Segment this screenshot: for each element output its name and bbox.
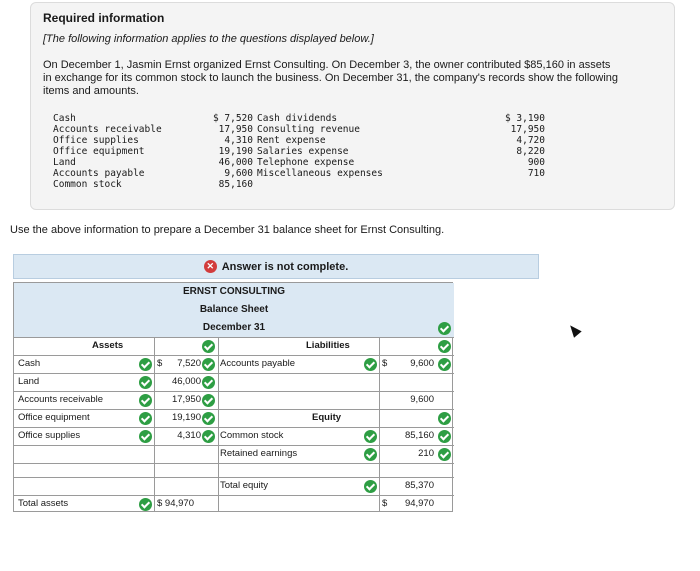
check-icon <box>438 322 451 335</box>
equity-amount-common-stock[interactable]: 85,160 <box>404 430 434 441</box>
check-icon <box>139 358 152 371</box>
total-equity-label[interactable]: Total equity <box>220 480 269 491</box>
statement-title: Balance Sheet <box>14 301 454 319</box>
dollar-sign: $ <box>382 498 388 509</box>
grid-line <box>218 337 219 511</box>
check-icon <box>139 412 152 425</box>
liability-label-payable[interactable]: Accounts payable <box>220 358 295 369</box>
check-icon <box>364 448 377 461</box>
equity-label-common-stock[interactable]: Common stock <box>220 430 284 441</box>
asset-label-receivable[interactable]: Accounts receivable <box>18 394 104 405</box>
accounts-list <box>53 113 545 190</box>
problem-paragraph: On December 1, Jasmin Ernst organized Ernst Consulting. On December 3, the owner contributed $85,160 in assets in exchange for its common stock to launch the business. On December 31, the company's records show the following items and amounts. <box>43 59 619 97</box>
asset-label-land[interactable]: Land <box>18 376 40 387</box>
total-assets-amount[interactable]: $ 94,970 <box>157 498 194 509</box>
asset-amount-receivable[interactable]: 17,950 <box>171 394 201 405</box>
mouse-cursor-icon <box>566 322 581 338</box>
asset-amount-cash[interactable]: 7,520 <box>177 358 201 369</box>
banner-text: Answer is not complete. <box>221 260 349 273</box>
list-item: Common stock 85,160 <box>53 179 253 190</box>
asset-label-cash[interactable]: Cash <box>18 358 41 369</box>
list-item: Accounts receivable 17,950 Consulting revenue 17,950 <box>53 124 545 135</box>
grid-line <box>14 373 454 374</box>
check-icon <box>438 412 451 425</box>
grid-line <box>154 337 155 511</box>
check-icon <box>438 430 451 443</box>
required-info-panel <box>30 2 675 210</box>
check-icon <box>438 448 451 461</box>
dollar-sign: $ <box>382 358 388 369</box>
x-circle-icon: ✕ <box>204 260 217 273</box>
list-item: Cash $ 7,520 Cash dividends $ 3,190 <box>53 113 545 124</box>
asset-amount-land[interactable]: 46,000 <box>171 376 201 387</box>
asset-amount-equipment[interactable]: 19,190 <box>171 412 201 423</box>
equity-amount-retained-earnings[interactable]: 210 <box>418 448 434 459</box>
total-assets-label[interactable]: Total assets <box>18 498 69 509</box>
check-icon <box>202 412 215 425</box>
required-title: Required information <box>43 11 165 25</box>
liability-amount-payable[interactable]: 9,600 <box>410 358 434 369</box>
instruction-text: Use the above information to prepare a December 31 balance sheet for Ernst Consulting. <box>10 224 445 236</box>
equity-label-retained-earnings[interactable]: Retained earnings <box>220 448 298 459</box>
dollar-sign: $ <box>157 358 163 369</box>
check-icon <box>438 340 451 353</box>
list-item: Land 46,000 Telephone expense 900 <box>53 157 545 168</box>
total-liabilities-equity-amount[interactable]: 94,970 <box>404 498 434 509</box>
list-item: Accounts payable 9,600 Miscellaneous expenses 710 <box>53 168 545 179</box>
list-item: Office equipment 19,190 Salaries expense 8,220 <box>53 146 545 157</box>
equity-header: Equity <box>312 412 342 423</box>
check-icon <box>364 480 377 493</box>
info-note: [The following information applies to the questions displayed below.] <box>43 33 374 45</box>
total-liabilities-amount[interactable]: 9,600 <box>410 394 434 405</box>
total-equity-amount[interactable]: 85,370 <box>404 480 434 491</box>
asset-label-equipment[interactable]: Office equipment <box>18 412 90 423</box>
grid-line <box>14 463 454 464</box>
check-icon <box>202 340 215 353</box>
company-name: ERNST CONSULTING <box>14 283 454 301</box>
check-icon <box>364 358 377 371</box>
check-icon <box>202 430 215 443</box>
check-icon <box>364 430 377 443</box>
check-icon <box>202 358 215 371</box>
check-icon <box>139 394 152 407</box>
asset-label-supplies[interactable]: Office supplies <box>18 430 81 441</box>
grid-line <box>379 337 380 511</box>
liabilities-header: Liabilities <box>306 340 350 351</box>
balance-sheet <box>13 282 453 512</box>
check-icon <box>139 376 152 389</box>
check-icon <box>139 430 152 443</box>
assets-header: Assets <box>92 340 124 351</box>
check-icon <box>202 394 215 407</box>
list-item: Office supplies 4,310 Rent expense 4,720 <box>53 135 545 146</box>
asset-amount-supplies[interactable]: 4,310 <box>177 430 201 441</box>
check-icon <box>139 498 152 511</box>
statement-date: December 31 <box>14 319 454 337</box>
answer-status-banner <box>13 254 539 279</box>
check-icon <box>438 358 451 371</box>
check-icon <box>202 376 215 389</box>
grid-line <box>14 337 454 338</box>
